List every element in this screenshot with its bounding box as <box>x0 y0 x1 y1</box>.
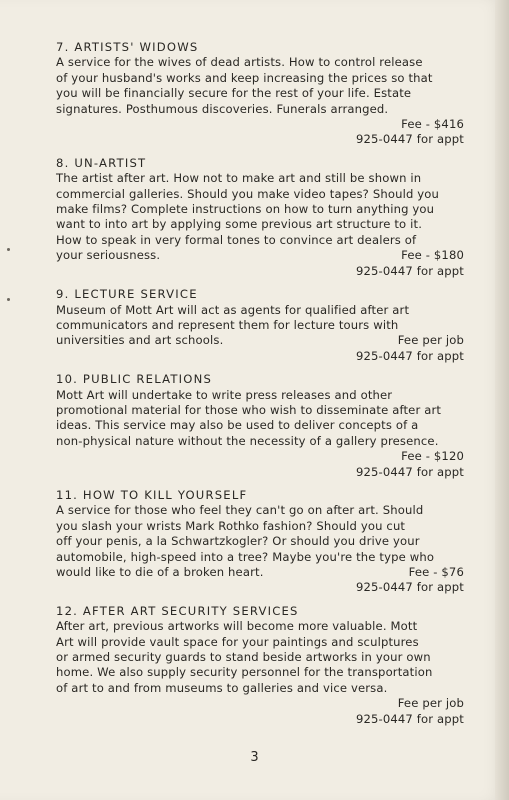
margin-mark <box>7 248 10 251</box>
body-line-with-fee <box>56 333 464 348</box>
page-spine-shadow <box>495 0 509 800</box>
body-line: communicators and represent them for lecture tours with <box>56 317 399 332</box>
appointment-phone: 925-0447 for appt <box>355 348 464 363</box>
fee-text: Fee - $180 <box>401 248 464 263</box>
page-content <box>56 40 464 735</box>
service-section-9 <box>56 287 464 364</box>
appointment-phone: 925-0447 for appt <box>355 711 464 726</box>
body-line-with-fee <box>56 248 464 263</box>
body-line: How to speak in very formal tones to convince art dealers of <box>56 232 417 247</box>
appointment-phone: 925-0447 for appt <box>355 263 464 278</box>
appointment-phone: 925-0447 for appt <box>355 580 464 595</box>
fee-text: Fee - $120 <box>401 449 464 464</box>
body-line: you slash your wrists Mark Rothko fashion? Should you cut <box>56 518 406 533</box>
body-line: of your husband's works and keep increasing the prices so that <box>56 70 433 85</box>
body-line: you will be financially secure for the rest of your life. Estate <box>56 86 412 101</box>
margin-mark <box>7 298 10 301</box>
section-body <box>56 503 464 580</box>
body-line: make films? Complete instructions on how to turn anything you <box>56 202 435 217</box>
service-section-10 <box>56 372 464 480</box>
body-line: want to into art by applying some previous art structure to it. <box>56 217 423 232</box>
body-line: commercial galleries. Should you make video tapes? Should you <box>56 186 440 201</box>
body-line: Museum of Mott Art will act as agents for qualified after art <box>56 302 410 317</box>
section-heading: 8. UN-ARTIST <box>56 155 147 170</box>
section-heading: 7. ARTISTS' WIDOWS <box>56 40 199 54</box>
service-section-8 <box>56 156 464 279</box>
section-heading: 10. PUBLIC RELATIONS <box>56 372 213 387</box>
body-line: A service for the wives of dead artists. How to control release <box>56 55 423 70</box>
body-line: home. We also supply security personnel for the transportation <box>56 665 433 680</box>
section-body <box>56 171 464 263</box>
body-line: promotional material for those who wish to disseminate after art <box>56 402 442 417</box>
appointment-phone: 925-0447 for appt <box>355 132 464 147</box>
section-heading: 9. LECTURE SERVICE <box>56 287 198 302</box>
fee-text: Fee per job <box>397 696 464 711</box>
page-number: 3 <box>250 750 259 765</box>
section-body <box>56 303 464 349</box>
body-line-with-fee <box>56 565 464 580</box>
section-body <box>56 388 464 450</box>
body-line: Art will provide vault space for your paintings and sculptures <box>56 634 419 649</box>
body-line: Mott Art will undertake to write press releases and other <box>56 387 393 402</box>
fee-text: Fee - $76 <box>408 565 464 579</box>
service-section-7 <box>56 40 464 148</box>
body-line: signatures. Posthumous discoveries. Funerals arranged. <box>56 101 389 116</box>
body-line: or armed security guards to stand beside artworks in your own <box>56 650 431 665</box>
appointment-phone: 925-0447 for appt <box>355 464 464 479</box>
service-section-11 <box>56 488 464 596</box>
body-line: your seriousness. <box>56 248 161 263</box>
section-body <box>56 619 464 696</box>
body-line: non-physical nature without the necessity of a gallery presence. <box>56 433 439 448</box>
section-heading: 12. AFTER ART SECURITY SERVICES <box>56 603 299 618</box>
body-line: of art to and from museums to galleries and vice versa. <box>56 680 388 695</box>
body-line: ideas. This service may also be used to deliver concepts of a <box>56 418 419 433</box>
section-heading: 11. HOW TO KILL YOURSELF <box>56 487 248 502</box>
body-line: would like to die of a broken heart. <box>56 565 264 579</box>
service-section-12 <box>56 604 464 727</box>
body-line: universities and art schools. <box>56 333 224 348</box>
fee-text: Fee - $416 <box>401 117 464 132</box>
body-line: automobile, high-speed into a tree? Maybe you're the type who <box>56 549 435 564</box>
fee-text: Fee per job <box>397 333 464 348</box>
body-line: The artist after art. How not to make art and still be shown in <box>56 171 422 186</box>
body-line: After art, previous artworks will become more valuable. Mott <box>56 619 418 634</box>
body-line: A service for those who feel they can't go on after art. Should <box>56 503 424 518</box>
body-line: off your penis, a la Schwartzkogler? Or should you drive your <box>56 534 420 549</box>
section-body <box>56 55 464 117</box>
